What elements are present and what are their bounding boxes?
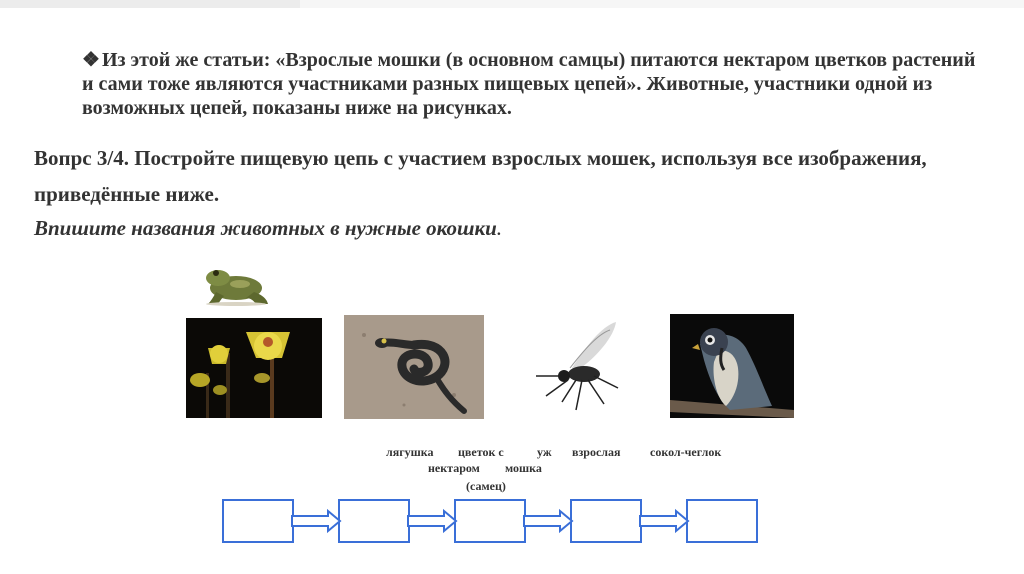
label-gnat-line1: взрослая	[572, 445, 621, 459]
top-bar-strip	[300, 0, 1024, 8]
intro-paragraph	[82, 48, 982, 120]
label-gnat-line2: мошка	[505, 461, 542, 475]
label-gnat-line3: (самец)	[466, 479, 506, 493]
top-bar	[0, 0, 1024, 8]
answer-box-5[interactable]	[686, 499, 758, 543]
chain-arrow-4	[640, 511, 688, 531]
snake-photo	[344, 315, 484, 419]
flower-photo	[186, 318, 322, 418]
gnat-photo	[506, 316, 638, 416]
diamond-bullet-icon: ❖	[82, 49, 100, 71]
label-flower-line1: цветок с	[458, 445, 504, 459]
answer-box-1[interactable]	[222, 499, 294, 543]
chain-arrow-3	[524, 511, 572, 531]
answer-box-4[interactable]	[570, 499, 642, 543]
chain-arrow-2	[408, 511, 456, 531]
question-text: Вопрс 3/4. Постройте пищевую цепь с участием взрослых мошек, используя все изображения, приведённые ниже.	[34, 146, 927, 206]
answer-box-2[interactable]	[338, 499, 410, 543]
label-flower-line2: нектаром	[428, 461, 480, 475]
answer-box-3[interactable]	[454, 499, 526, 543]
label-uzh: уж	[537, 445, 552, 459]
chain-arrow-1	[292, 511, 340, 531]
instruction-period: .	[496, 222, 501, 239]
falcon-photo	[670, 314, 794, 418]
instruction	[34, 216, 501, 241]
intro-text: Из этой же статьи: «Взрослые мошки (в основном самцы) питаются нектаром цветков растений и сами тоже являются участниками разных пищевых цепей». Животные, участники одной из возможных цепей, показаны ниже на рисунках.	[82, 49, 976, 119]
frog-photo	[196, 262, 272, 308]
label-falcon: сокол-чеглок	[650, 445, 722, 459]
label-frog: лягушка	[386, 445, 434, 459]
instruction-text: Впишите названия животных в нужные окошки	[34, 216, 497, 240]
